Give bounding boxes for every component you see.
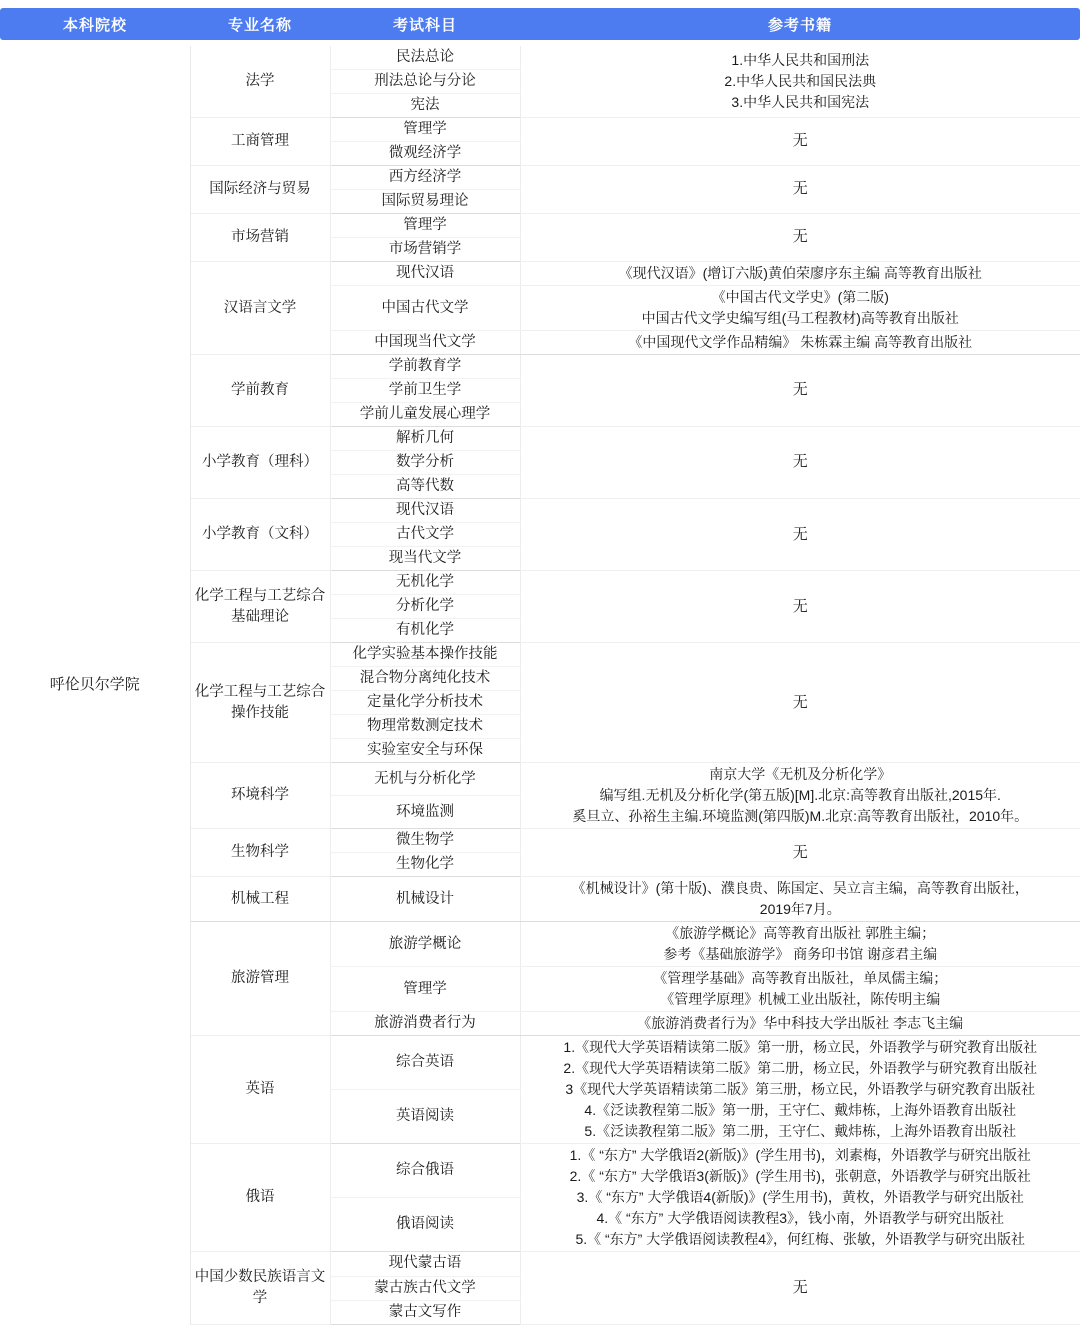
book-reference-line: 2.中华人民共和国民法典 xyxy=(724,73,877,90)
exam-subject-cell: 现代蒙古语 xyxy=(330,1252,520,1276)
exam-subject-cell: 分析化学 xyxy=(330,595,520,619)
major-name-cell: 英语 xyxy=(190,1036,330,1144)
books-cell xyxy=(520,877,1080,922)
major-name-cell: 法学 xyxy=(190,46,330,118)
book-reference-line: 无 xyxy=(792,381,808,399)
exam-subject-cell: 中国古代文学 xyxy=(330,286,520,331)
books-cell-none xyxy=(520,571,1080,643)
major-name-cell: 生物科学 xyxy=(190,829,330,877)
major-name-cell: 工商管理 xyxy=(190,118,330,166)
book-reference-line: 奚旦立、孙裕生主编.环境监测(第四版)M.北京:高等教育出版社，2010年。 xyxy=(572,808,1029,825)
exam-subject-cell: 蒙古文写作 xyxy=(330,1300,520,1324)
book-reference-line: 《机械设计》(第十版)、濮良贵、陈国定、吴立言主编，高等教育出版社， xyxy=(571,880,1029,897)
book-reference-line: 4.《泛读教程第二版》第一册，王守仁、戴炜栋，上海外语教育出版社 xyxy=(584,1102,1017,1119)
exam-subject-cell: 数学分析 xyxy=(330,451,520,475)
school-name-cell: 呼伦贝尔学院 xyxy=(0,46,190,1324)
book-reference-line: 无 xyxy=(792,525,808,543)
books-cell xyxy=(520,331,1080,355)
book-reference-line: 《管理学基础》高等教育出版社，单凤儒主编； xyxy=(653,970,948,987)
exam-subject-cell: 旅游学概论 xyxy=(330,922,520,967)
books-cell xyxy=(520,262,1080,286)
book-reference-line: 《旅游学概论》高等教育出版社 郭胜主编； xyxy=(665,925,936,942)
book-reference-line: 1.《 “东方” 大学俄语2(新版)》(学生用书)，刘素梅，外语教学与研究出版社 xyxy=(569,1147,1031,1164)
exam-subject-cell: 微生物学 xyxy=(330,829,520,853)
exam-subject-cell: 物理常数测定技术 xyxy=(330,715,520,739)
exam-subject-cell: 学前卫生学 xyxy=(330,379,520,403)
books-cell-none xyxy=(520,166,1080,214)
major-name-cell: 小学教育（文科） xyxy=(190,499,330,571)
major-name-cell: 化学工程与工艺综合操作技能 xyxy=(190,643,330,763)
major-name-cell: 汉语言文学 xyxy=(190,262,330,355)
exam-subject-cell: 无机化学 xyxy=(330,571,520,595)
exam-subject-cell: 西方经济学 xyxy=(330,166,520,190)
major-name-cell: 机械工程 xyxy=(190,877,330,922)
table-header-row xyxy=(0,8,1080,40)
book-reference-line: 《现代汉语》(增订六版)黄伯荣廖序东主编 高等教育出版社 xyxy=(618,265,982,282)
book-reference-line: 无 xyxy=(792,180,808,198)
exam-subject-cell: 蒙古族古代文学 xyxy=(330,1276,520,1300)
major-name-cell: 学前教育 xyxy=(190,355,330,427)
exam-subject-cell: 学前教育学 xyxy=(330,355,520,379)
column-header-school: 本科院校 xyxy=(0,8,190,40)
book-reference-line: 2.《现代大学英语精读第二版》第二册，杨立民，外语教学与研究教育出版社 xyxy=(563,1060,1038,1077)
books-cell-none xyxy=(520,355,1080,427)
table-body xyxy=(0,46,1080,1324)
exam-subject-cell: 有机化学 xyxy=(330,619,520,643)
book-reference-line: 5.《 “东方” 大学俄语阅读教程4》，何红梅、张敏，外语教学与研究出版社 xyxy=(575,1231,1026,1248)
book-reference-line: 1.《现代大学英语精读第二版》第一册，杨立民，外语教学与研究教育出版社 xyxy=(563,1039,1038,1056)
book-reference-line: 参考《基础旅游学》 商务印书馆 谢彦君主编 xyxy=(663,946,938,963)
exam-subject-cell: 市场营销学 xyxy=(330,238,520,262)
exam-subject-cell: 环境监测 xyxy=(330,796,520,829)
books-cell xyxy=(520,922,1080,967)
books-cell-none xyxy=(520,499,1080,571)
major-name-cell: 市场营销 xyxy=(190,214,330,262)
column-header-books: 参考书籍 xyxy=(520,8,1080,40)
exam-subject-cell: 实验室安全与环保 xyxy=(330,739,520,763)
exam-subject-cell: 旅游消费者行为 xyxy=(330,1012,520,1036)
books-cell xyxy=(520,1012,1080,1036)
book-reference-line: 编写组.无机及分析化学(第五版)[M].北京:高等教育出版社,2015年. xyxy=(599,787,1001,804)
table-row xyxy=(0,46,1080,70)
book-reference-line: 2019年7月。 xyxy=(759,901,841,918)
book-reference-line: 无 xyxy=(792,843,808,861)
book-reference-line: 《旅游消费者行为》华中科技大学出版社 李志飞主编 xyxy=(637,1015,964,1032)
exam-subject-cell: 古代文学 xyxy=(330,523,520,547)
exam-subject-cell: 管理学 xyxy=(330,214,520,238)
major-name-cell: 中国少数民族语言文学 xyxy=(190,1252,330,1324)
exam-subject-cell: 管理学 xyxy=(330,967,520,1012)
books-cell xyxy=(520,763,1080,829)
exam-subject-cell: 无机与分析化学 xyxy=(330,763,520,796)
books-cell-none xyxy=(520,1252,1080,1324)
major-name-cell: 俄语 xyxy=(190,1144,330,1252)
books-cell xyxy=(520,967,1080,1012)
exam-subject-cell: 微观经济学 xyxy=(330,142,520,166)
book-reference-line: 《中国现代文学作品精编》 朱栋霖主编 高等教育出版社 xyxy=(628,334,973,351)
book-reference-line: 4.《 “东方” 大学俄语阅读教程3》，钱小南，外语教学与研究出版社 xyxy=(596,1210,1005,1227)
books-cell xyxy=(520,286,1080,331)
major-name-cell: 环境科学 xyxy=(190,763,330,829)
book-reference-line: 《管理学原理》机械工业出版社，陈传明主编 xyxy=(660,991,941,1008)
book-reference-line: 1.中华人民共和国刑法 xyxy=(731,52,870,69)
books-cell-none xyxy=(520,427,1080,499)
table-header xyxy=(0,0,1080,46)
exam-subject-cell: 学前儿童发展心理学 xyxy=(330,403,520,427)
exam-subject-cell: 宪法 xyxy=(330,94,520,118)
exam-subject-cell: 综合俄语 xyxy=(330,1144,520,1198)
exam-subject-cell: 解析几何 xyxy=(330,427,520,451)
exam-subject-cell: 高等代数 xyxy=(330,475,520,499)
book-reference-line: 中国古代文学史编写组(马工程教材)高等教育出版社 xyxy=(641,310,959,327)
books-cell-none xyxy=(520,829,1080,877)
exam-subject-cell: 管理学 xyxy=(330,118,520,142)
exam-subject-cell: 机械设计 xyxy=(330,877,520,922)
book-reference-line: 2.《 “东方” 大学俄语3(新版)》(学生用书)，张朝意，外语教学与研究出版社 xyxy=(569,1168,1031,1185)
exam-subject-cell: 现代汉语 xyxy=(330,499,520,523)
book-reference-line: 3.中华人民共和国宪法 xyxy=(731,94,870,111)
books-cell-none xyxy=(520,214,1080,262)
book-reference-line: 《中国古代文学史》(第二版) xyxy=(711,289,889,306)
book-reference-line: 无 xyxy=(792,597,808,615)
column-header-subject: 考试科目 xyxy=(330,8,520,40)
book-reference-line: 无 xyxy=(792,132,808,150)
exam-subject-cell: 现代汉语 xyxy=(330,262,520,286)
book-reference-line: 3《现代大学英语精读第二版》第三册，杨立民，外语教学与研究教育出版社 xyxy=(565,1081,1036,1098)
book-reference-line: 南京大学《无机及分析化学》 xyxy=(709,766,892,783)
book-reference-line: 5.《泛读教程第二版》第二册，王守仁、戴炜栋，上海外语教育出版社 xyxy=(584,1123,1017,1140)
books-cell-none xyxy=(520,643,1080,763)
exam-subject-cell: 中国现当代文学 xyxy=(330,331,520,355)
exam-subject-cell: 国际贸易理论 xyxy=(330,190,520,214)
major-name-cell: 旅游管理 xyxy=(190,922,330,1036)
exam-subject-cell: 英语阅读 xyxy=(330,1090,520,1144)
books-cell xyxy=(520,1144,1080,1252)
exam-subject-cell: 生物化学 xyxy=(330,853,520,877)
book-reference-line: 3.《 “东方” 大学俄语4(新版)》(学生用书)，黄枚，外语教学与研究出版社 xyxy=(576,1189,1024,1206)
major-name-cell: 化学工程与工艺综合基础理论 xyxy=(190,571,330,643)
exam-subject-cell: 混合物分离纯化技术 xyxy=(330,667,520,691)
exam-subject-cell: 化学实验基本操作技能 xyxy=(330,643,520,667)
book-reference-line: 无 xyxy=(792,228,808,246)
books-cell xyxy=(520,46,1080,118)
book-reference-line: 无 xyxy=(792,1278,808,1296)
exam-subject-cell: 民法总论 xyxy=(330,46,520,70)
exam-subject-cell: 现当代文学 xyxy=(330,547,520,571)
major-name-cell: 国际经济与贸易 xyxy=(190,166,330,214)
exam-subject-cell: 俄语阅读 xyxy=(330,1198,520,1252)
books-cell-none xyxy=(520,118,1080,166)
major-name-cell: 小学教育（理科） xyxy=(190,427,330,499)
book-reference-line: 无 xyxy=(792,453,808,471)
exam-subject-cell: 刑法总论与分论 xyxy=(330,70,520,94)
book-reference-line: 无 xyxy=(792,693,808,711)
books-cell xyxy=(520,1036,1080,1144)
exam-subject-cell: 综合英语 xyxy=(330,1036,520,1090)
exam-subject-cell: 定量化学分析技术 xyxy=(330,691,520,715)
column-header-major: 专业名称 xyxy=(190,8,330,40)
